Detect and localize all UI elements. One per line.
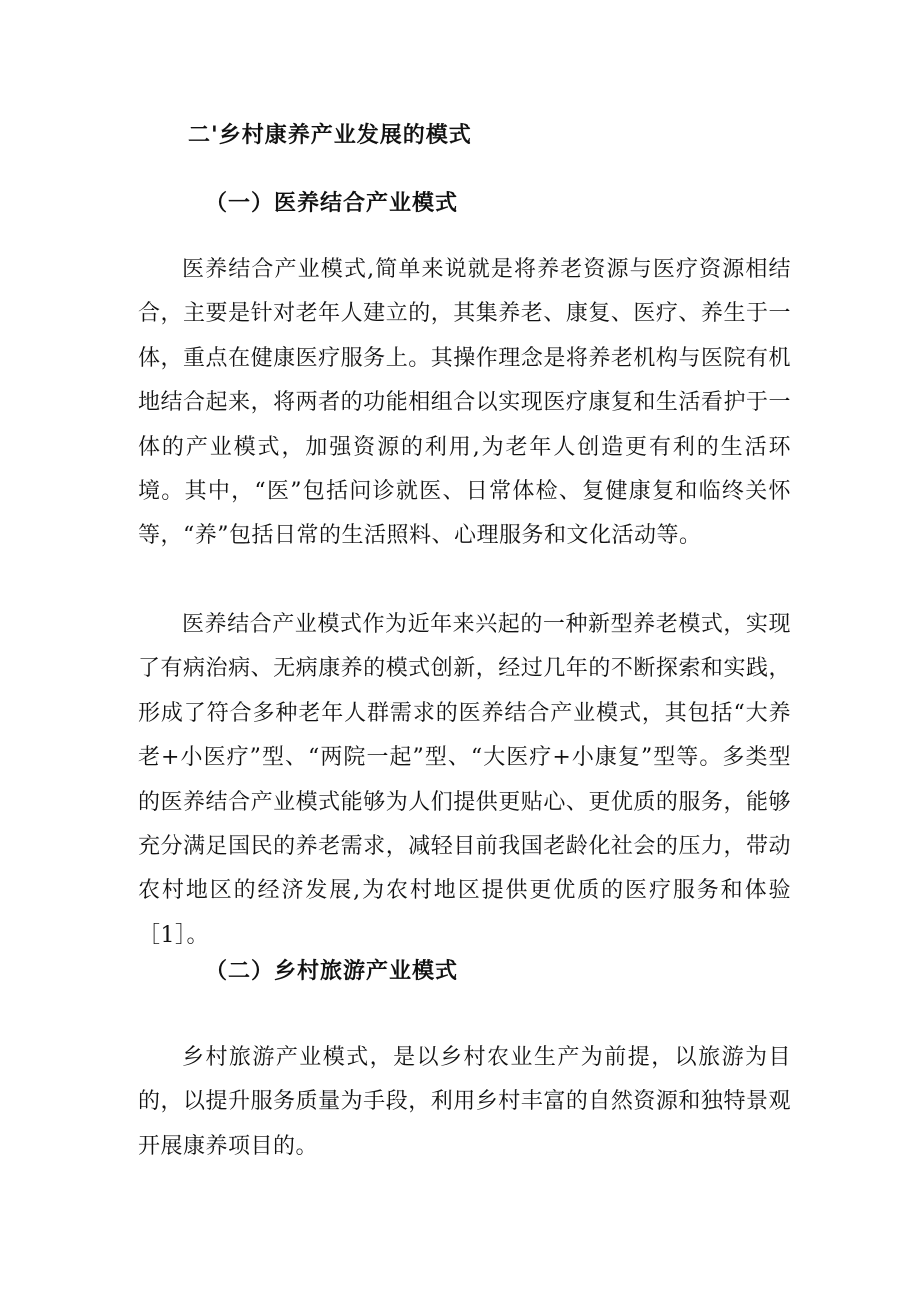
- section-heading: 二'乡村康养产业发展的模式: [188, 122, 472, 148]
- subsection-heading-medical-care: （一）医养结合产业模式: [205, 190, 459, 216]
- paragraph-rural-tourism-definition: 乡村旅游产业模式，是以乡村农业生产为前提，以旅游为目的，以提升服务质量为手段，利用乡村丰富的自然资源和独特景观开展康养项目的。: [138, 1045, 791, 1159]
- paragraph-medical-care-development: 医养结合产业模式作为近年来兴起的一种新型养老模式，实现了有病治病、无病康养的模式创新，经过几年的不断探索和实践，形成了符合多种老年人群需求的医养结合产业模式，其包括“大养老+小医疗”型、“两院一起”型、“大医疗+小康复”型等。多类型的医养结合产业模式能够为人们提供更贴心、更优质的服务，能够充分满足国民的养老需求，减轻目前我国老龄化社会的压力，带动农村地区的经济发展,为农村地区提供更优质的医疗服务和体验［1］。: [138, 612, 791, 948]
- paragraph-medical-care-definition: 医养结合产业模式,简单来说就是将养老资源与医疗资源相结合，主要是针对老年人建立的，其集养老、康复、医疗、养生于一体，重点在健康医疗服务上。其操作理念是将养老机构与医院有机地结合起来，将两者的功能相组合以实现医疗康复和生活看护于一体的产业模式，加强资源的利用,为老年人创造更有利的生活环境。其中，“医”包括问诊就医、日常体检、复健康复和临终关怀等，“养”包括日常的生活照料、心理服务和文化活动等。: [138, 257, 791, 549]
- subsection-heading-rural-tourism: （二）乡村旅游产业模式: [205, 958, 459, 984]
